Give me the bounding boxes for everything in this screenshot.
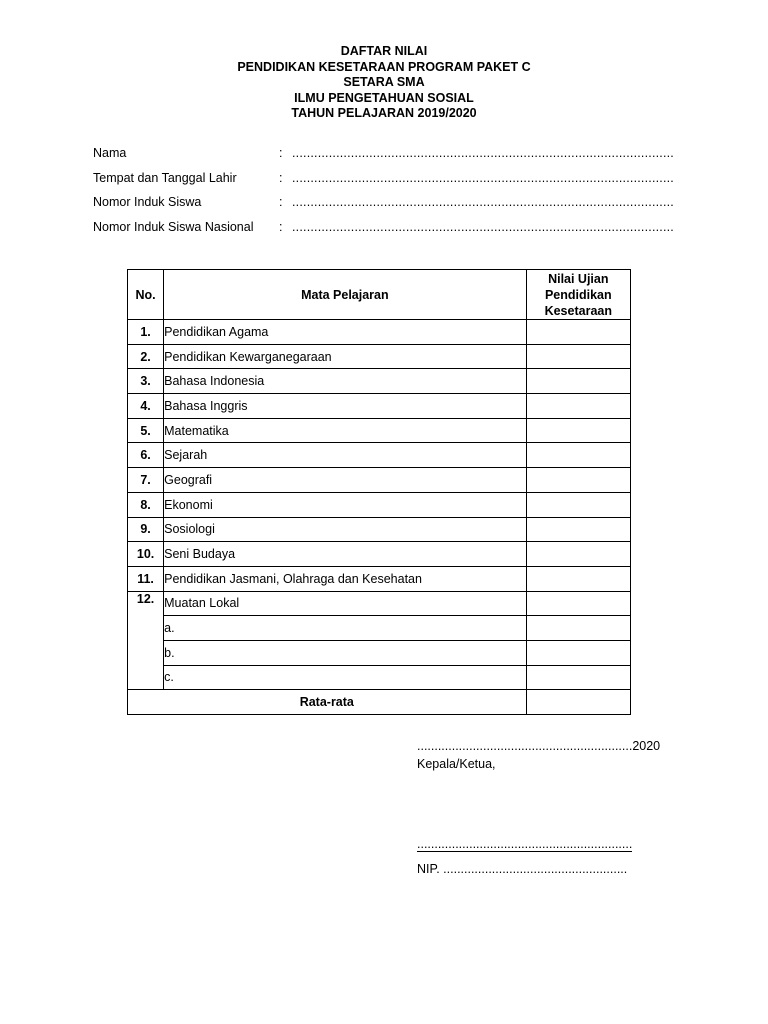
header-subject: Mata Pelajaran [164,270,526,320]
subject-name: Sejarah [164,443,526,468]
table-row-sub [128,665,631,690]
identity-colon: : [279,146,283,160]
grade-cell[interactable] [526,344,630,369]
table-row [128,468,631,493]
subject-name: Pendidikan Kewarganegaraan [164,344,526,369]
birth-field[interactable]: ........................................................................................................ [292,170,674,185]
sub-item-label: b. [164,640,526,665]
row-number: 9. [128,517,164,542]
identity-colon: : [279,195,283,210]
table-row [128,418,631,443]
table-row-sub [128,640,631,665]
table-row [128,394,631,419]
average-row [128,690,631,715]
header-value-line: Nilai Ujian [548,271,609,286]
header-no: No. [128,270,164,320]
subject-name: Geografi [164,468,526,493]
identity-colon: : [279,170,283,185]
grade-cell[interactable] [526,517,630,542]
document-title: DAFTAR NILAI [340,44,428,58]
table-header-row [128,270,631,320]
table-row [128,517,631,542]
identity-label: Nomor Induk Siswa [93,195,202,210]
subject-name: Muatan Lokal [164,591,526,616]
table-row [128,443,631,468]
subject-name: Sosiologi [164,517,526,542]
row-number: 8. [128,492,164,517]
header-value-line: Pendidikan [544,287,612,302]
signature-role: Kepala/Ketua, [417,757,496,771]
subject-name: Bahasa Indonesia [164,369,526,394]
subject-name: Ekonomi [164,492,526,517]
sub-item-label: a. [164,616,526,641]
nisn-field[interactable]: ........................................................................................................ [292,220,674,235]
table-row-sub [128,616,631,641]
row-number: 2. [128,344,164,369]
table-row [128,369,631,394]
sub-item-label: c. [164,665,526,690]
row-number: 7. [128,468,164,493]
grade-cell[interactable] [526,640,630,665]
name-field[interactable]: ........................................................................................................ [292,146,674,160]
identity-label: Tempat dan Tanggal Lahir [93,170,237,185]
document-header [0,44,768,122]
identity-colon: : [279,220,283,235]
average-value-cell[interactable] [526,690,630,715]
subject-name: Matematika [164,418,526,443]
grade-cell[interactable] [526,369,630,394]
table-row [128,320,631,345]
signature-nip[interactable]: NIP. ..................................................... [417,862,628,876]
nis-field[interactable]: ........................................................................................................ [292,195,674,210]
grade-cell[interactable] [526,468,630,493]
subject-name: Pendidikan Jasmani, Olahraga dan Kesehatan [164,566,526,591]
grade-cell[interactable] [526,418,630,443]
row-number: 3. [128,369,164,394]
grade-cell[interactable] [526,542,630,567]
program-title: PENDIDIKAN KESETARAAN PROGRAM PAKET C [237,59,531,74]
table-row [128,492,631,517]
level-title: SETARA SMA [343,75,425,89]
grade-cell[interactable] [526,591,630,616]
row-number: 6. [128,443,164,468]
table-row [128,542,631,567]
table-row-local [128,591,631,616]
subject-name: Pendidikan Agama [164,320,526,345]
grade-cell[interactable] [526,394,630,419]
signature-name-line[interactable]: .............................................................. [417,837,633,851]
row-number: 5. [128,418,164,443]
grade-cell[interactable] [526,616,630,641]
table-row [128,344,631,369]
major-title: ILMU PENGETAHUAN SOSIAL [294,90,474,105]
grade-cell[interactable] [526,443,630,468]
row-number: 12. [128,591,164,690]
grade-cell[interactable] [526,665,630,690]
row-number: 4. [128,394,164,419]
grades-table [127,269,631,715]
row-number: 11. [128,566,164,591]
header-exam-value [526,270,630,320]
subject-name: Seni Budaya [164,542,526,567]
identity-label: Nama [93,146,127,160]
table-row [128,566,631,591]
grade-cell[interactable] [526,566,630,591]
grade-cell[interactable] [526,492,630,517]
grade-cell[interactable] [526,320,630,345]
signature-date[interactable]: ..............................................................2020 [417,739,661,753]
average-label: Rata-rata [128,690,527,715]
academic-year-title: TAHUN PELAJARAN 2019/2020 [291,106,477,120]
subject-name: Bahasa Inggris [164,394,526,419]
row-number: 10. [128,542,164,567]
header-value-line: Kesetaraan [544,303,612,318]
row-number: 1. [128,320,164,345]
identity-label: Nomor Induk Siswa Nasional [93,220,254,235]
